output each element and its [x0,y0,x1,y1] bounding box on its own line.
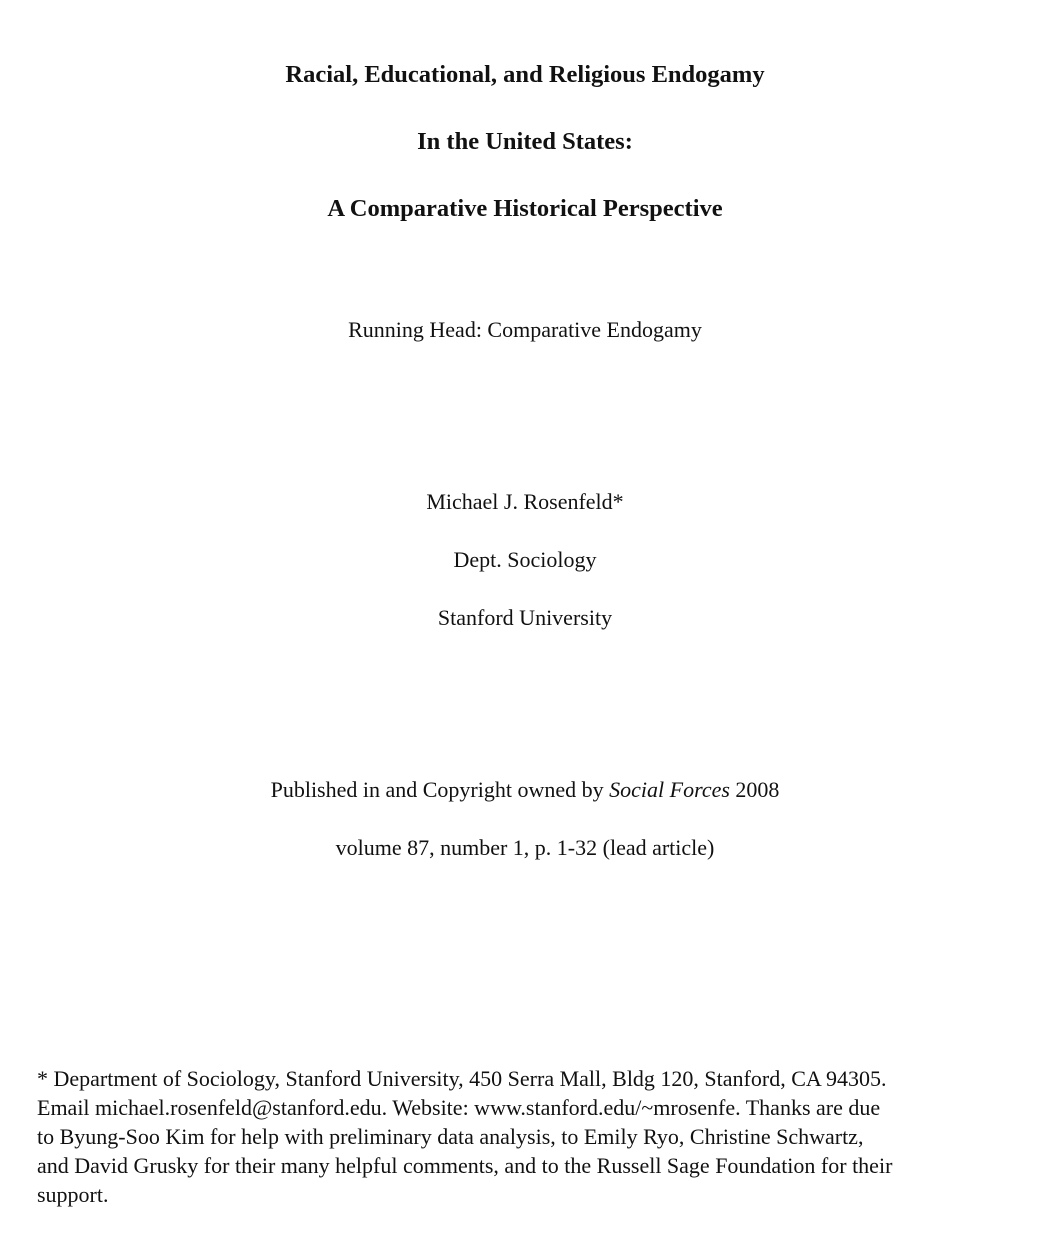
footnote-line: Email michael.rosenfeld@stanford.edu. Website: www.stanford.edu/~mrosenfe. Thanks are due [37,1095,881,1120]
title-line-1: Racial, Educational, and Religious Endogamy [285,61,765,88]
publication-prefix: Published in and Copyright owned by [270,777,610,802]
author-name: Michael J. Rosenfeld* [426,489,624,514]
journal-name: Social Forces [609,777,730,802]
footnote-line: to Byung-Soo Kim for help with preliminary data analysis, to Emily Ryo, Christine Schwartz, [37,1124,864,1149]
footnote-line: support. [37,1182,109,1207]
title-line-2: In the United States: [417,128,633,155]
author-department: Dept. Sociology [453,547,597,572]
author-university: Stanford University [437,605,613,630]
footnote-line: and David Grusky for their many helpful comments, and to the Russell Sage Foundation for their [37,1153,893,1178]
author-footnote [37,1064,1027,1209]
volume-line: volume 87, number 1, p. 1-32 (lead article) [335,835,715,860]
publication-line [0,776,1050,804]
title-line-3: A Comparative Historical Perspective [327,195,723,222]
running-head: Running Head: Comparative Endogamy [348,317,702,342]
footnote-line: * Department of Sociology, Stanford University, 450 Serra Mall, Bldg 120, Stanford, CA 94305. [37,1066,887,1091]
publication-year: 2008 [729,777,780,802]
